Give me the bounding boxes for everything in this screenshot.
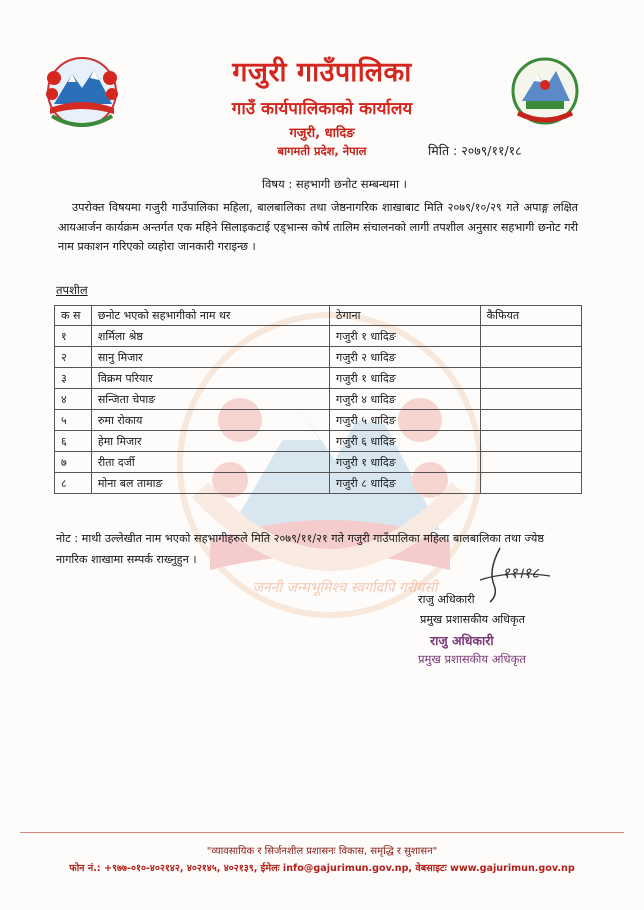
cell-name: सन्जिता चेपाङ	[91, 389, 329, 410]
participants-table	[54, 305, 582, 494]
signatory-title: प्रमुख प्रशासकीय अधिकृत	[420, 613, 526, 626]
cell-remark	[480, 347, 581, 368]
cell-sn: ३	[55, 368, 92, 389]
cell-sn: १	[55, 326, 92, 347]
cell-name: रीता दर्जी	[91, 452, 329, 473]
cell-sn: ४	[55, 389, 92, 410]
cell-name: शर्मिला श्रेष्ठ	[91, 326, 329, 347]
signatory-name: राजु अधिकारी	[418, 593, 475, 606]
province-name: बागमती प्रदेश, नेपाल	[277, 144, 367, 158]
table-row	[55, 326, 582, 347]
stamp-title: प्रमुख प्रशासकीय अधिकृत	[418, 652, 526, 666]
cell-address: गजुरी ६ धादिङ	[330, 431, 481, 452]
watermark-motto: जननी जन्मभूमिश्च स्वर्गादपि गरीयसी	[252, 580, 438, 596]
cell-sn: ५	[55, 410, 92, 431]
cell-address: गजुरी २ धादिङ	[330, 347, 481, 368]
cell-remark	[480, 452, 581, 473]
table-header-row	[55, 306, 582, 326]
cell-remark	[480, 431, 581, 452]
table-row	[55, 389, 582, 410]
table-row	[55, 368, 582, 389]
footer-contact: फोन नं.: +९७७-०१०-४०२१४२, ४०२१४५, ४०२१३९, ईमेलः info@gajurimun.gov.np, वेबसाइटः www.gajurimun.gov.np	[69, 863, 575, 874]
cell-name: रुमा रोकाय	[91, 410, 329, 431]
table-row	[55, 410, 582, 431]
letter-date: मिति : २०७९/११/१८	[428, 143, 522, 158]
org-name: गजुरी गाउँपालिका	[232, 57, 412, 88]
cell-remark	[480, 473, 581, 494]
office-location: गजुरी, धादिङ	[289, 126, 355, 141]
cell-remark	[480, 410, 581, 431]
handwritten-date: ११।१८	[502, 564, 539, 582]
table-row	[55, 473, 582, 494]
handwritten-signature	[470, 540, 560, 610]
cell-address: गजुरी ८ धादिङ	[330, 473, 481, 494]
cell-name: सानु मिजार	[91, 347, 329, 368]
col-header-name: छनोट भएको सहभागीको नाम थर	[91, 306, 329, 326]
table-row	[55, 452, 582, 473]
cell-address: गजुरी १ धादिङ	[330, 368, 481, 389]
stamp-name: राजु अधिकारी	[430, 633, 494, 648]
cell-name: मोना बल तामाङ	[91, 473, 329, 494]
cell-sn: ७	[55, 452, 92, 473]
letter-subject: विषय : सहभागी छनोट सम्बन्धमा ।	[262, 177, 408, 191]
col-header-remark: कैफियत	[480, 306, 581, 326]
schedule-label: तपशील	[56, 283, 88, 297]
cell-address: गजुरी १ धादिङ	[330, 452, 481, 473]
cell-address: गजुरी १ धादिङ	[330, 326, 481, 347]
table-row	[55, 431, 582, 452]
cell-name: विक्रम परियार	[91, 368, 329, 389]
letter-note: नोट : माथी उल्लेखीत नाम भएको सहभागीहरुले मिति २०७९/११/२१ गते गजुरी गाउँपालिका महिला बालबालिका तथा ज्येष्ठ नागरिक शाखामा सम्पर्क राख्नुहुन ।	[56, 532, 544, 566]
table-row	[55, 347, 582, 368]
cell-address: गजुरी ५ धादिङ	[330, 410, 481, 431]
cell-sn: २	[55, 347, 92, 368]
cell-sn: ६	[55, 431, 92, 452]
cell-remark	[480, 326, 581, 347]
letter-body: उपरोक्त विषयमा गजुरी गाउँपालिका महिला, बालबालिका तथा जेष्ठनागरिक शाखाबाट मिति २०७९/१०/२९ गते अपाङ्ग लक्षित आयआर्जन कार्यक्रम अन्तर्गत एक महिने सिलाइकटाई एड्भान्स कोर्ष तालिम संचालनको लागी तपशील अनुसार सहभागी छनोट गरी नाम प्रकाशन गरिएको व्यहोरा जानकारी गराइन्छ ।	[58, 201, 578, 253]
footer-motto: "व्यावसायिक र सिर्जनशील प्रशासनः विकास, समृद्धि र सुशासन"	[206, 846, 438, 857]
office-name: गाउँ कार्यपालिकाको कार्यालय	[231, 99, 413, 119]
cell-sn: ८	[55, 473, 92, 494]
footer-divider	[20, 832, 624, 833]
cell-remark	[480, 389, 581, 410]
col-header-sn: क स	[55, 306, 92, 326]
col-header-address: ठेगाना	[330, 306, 481, 326]
cell-name: हेमा मिजार	[91, 431, 329, 452]
cell-address: गजुरी ४ धादिङ	[330, 389, 481, 410]
cell-remark	[480, 368, 581, 389]
